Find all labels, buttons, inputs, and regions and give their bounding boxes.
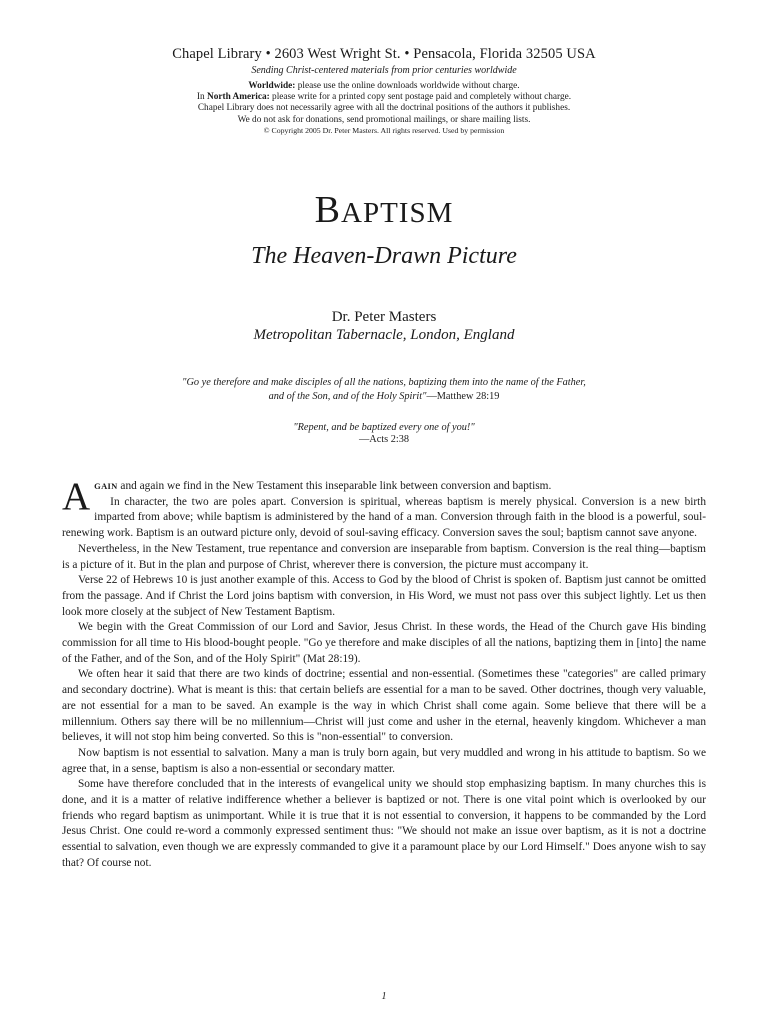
epigraph-acts	[0, 422, 768, 446]
body-paragraph: We begin with the Great Commission of our Lord and Savior, Jesus Christ. In these words, the Head of the Church gave His binding commission for all time to His blood-bought people. "Go ye therefore and make disciples of all the nations, baptizing them in [into] the name of the Father, and of the Son, and of the Holy Spirit" (Mat 28:19).	[62, 621, 706, 665]
worldwide-notice	[0, 81, 768, 92]
epigraph-text: "Repent, and be baptized every one of you!"	[293, 422, 475, 433]
document-subtitle: The Heaven-Drawn Picture	[251, 243, 517, 269]
author-name: Dr. Peter Masters	[331, 309, 437, 325]
epigraph-reference: —Matthew 28:19	[426, 391, 500, 402]
body-paragraph: Nevertheless, in the New Testament, true repentance and conversion are inseparable from baptism. Conversion is the real thing—baptism is a picture of it. But in the plan and purpose of Christ, wherever there is conversion, the picture must accompany it.	[62, 542, 706, 571]
body-paragraph: Verse 22 of Hebrews 10 is just another example of this. Access to God by the blood of Christ is spoken of. Baptism just cannot be omitted from the passage. And if Christ the Lord joins baptism with conversion, in His Word, we must not pass over this subject lightly. Let us then look more closely at the subject of New Testament Baptism.	[62, 574, 706, 618]
masthead	[0, 46, 768, 136]
epigraph-line	[0, 390, 768, 404]
body-paragraph: Some have therefore concluded that in the interests of evangelical unity we should stop emphasizing baptism. In many churches this is done, and it is a matter of relative indifference whether a believer is baptized or not. There is one vital point which is overlooked by our friends who regard baptism as unimportant. While it is true that it is not essential to conversion, it happens to be commanded by the Lord Jesus Christ. One could re-word a commonly expressed sentiment thus: "We should not make an issue over baptism, as it is not a doctrine essential to salvation, even though we are expressly commanded to give it a paramount place by our Lord Himself." Does anyone wish to say that? Of course not.	[62, 778, 706, 869]
na-prefix: In	[196, 92, 207, 103]
no-donations-notice: We do not ask for donations, send promotional mailings, or share mailing lists.	[237, 114, 531, 125]
na-text: please write for a printed copy sent postage paid and completely without charge.	[269, 92, 572, 103]
distribution-notice	[0, 81, 768, 136]
copyright-notice: © Copyright 2005 Dr. Peter Masters. All rights reserved. Used by permission	[263, 125, 505, 135]
body-paragraph: Now baptism is not essential to salvation. Many a man is truly born again, but very muddled and wrong in his attitude to baptism. So we agree that, in a sense, baptism is also a non-essential or secondary matter.	[62, 746, 706, 775]
first-word: GAIN	[94, 481, 118, 491]
epigraph-reference: —Acts 2:38	[358, 434, 410, 445]
title-first-letter: B	[314, 189, 341, 231]
body-paragraph: In character, the two are poles apart. Conversion is spiritual, whereas baptism is merely physical. Conversion is a new birth imparted from above; while baptism is administered by the hand of a man. Conversion through faith in the blood is a powerful, soul-renewing work. Baptism is an outward picture only, devoid of soul-saving efficacy. Conversion saves the soul; baptism cannot save anyone.	[62, 495, 706, 540]
body-paragraph: We often hear it said that there are two kinds of doctrine; essential and non-essential. (Sometimes these "categories" are called primary and secondary doctrine). What is meant is this: that certain beliefs are essential for a man to be saved. Other doctrines, though very valuable, are not essential for a man to be saved. An example is the way in which Christ shall come again. Some believe that there will be a millennium. Others say there will be no millennium—Christ will just come and usher in the eternal, heavenly kingdom. Whichever a man believes, it will not stop him being converted. So this is "non-essential" to conversion.	[62, 668, 706, 744]
na-label: North America:	[206, 92, 270, 103]
author-affiliation: Metropolitan Tabernacle, London, England	[253, 327, 515, 343]
epigraph-text: and of the Son, and of the Holy Spirit"	[268, 391, 427, 402]
disclaimer: Chapel Library does not necessarily agree with all the doctrinal positions of the authors it publishes.	[197, 103, 571, 114]
page-number: 1	[381, 991, 387, 1002]
epigraph-line: "Go ye therefore and make disciples of all the nations, baptizing them into the name of the Father,	[182, 377, 586, 388]
publisher-address: Chapel Library • 2603 West Wright St. • Pensacola, Florida 32505 USA	[172, 46, 596, 62]
publisher-tagline: Sending Christ-centered materials from prior centuries worldwide	[251, 65, 517, 76]
worldwide-text: please use the online downloads worldwide without charge.	[295, 81, 520, 91]
article-body	[62, 475, 706, 872]
worldwide-label: Worldwide:	[248, 81, 296, 91]
epigraph-matthew	[0, 376, 768, 404]
title-rest: APTISM	[341, 197, 454, 229]
north-america-notice	[0, 92, 768, 103]
drop-cap: A	[62, 475, 91, 518]
document-title	[0, 188, 768, 232]
paragraph-text: and again we find in the New Testament this inseparable link between conversion and baptism.	[117, 480, 552, 492]
